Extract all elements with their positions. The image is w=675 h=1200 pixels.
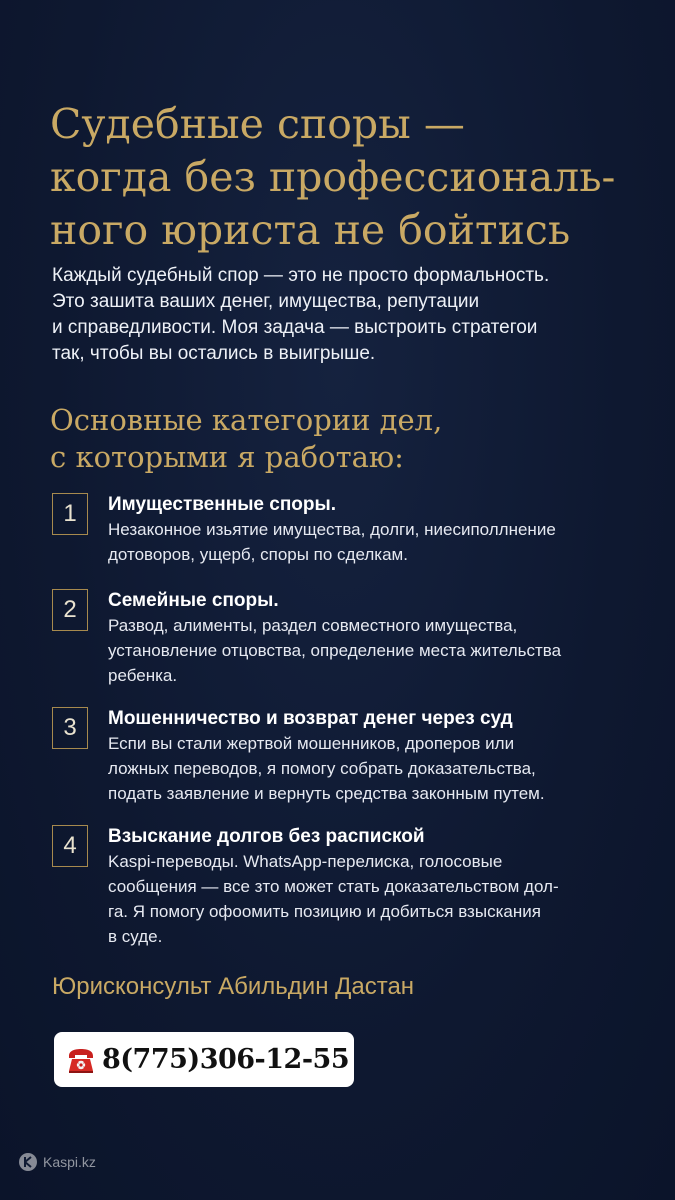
item-description-line: ребенка. <box>108 666 178 685</box>
intro-paragraph <box>52 263 652 367</box>
item-heading: Семейные споры. <box>108 590 279 611</box>
item-description-line: сообщения — все зто может стать доказательством дол- <box>108 877 559 896</box>
categories-heading-line-1: Основные категории дел, <box>50 403 443 437</box>
item-description-line: Еспи вы стали жертвой мошенников, дроперов или <box>108 734 515 753</box>
item-number-badge: 1 <box>52 493 88 535</box>
item-description-line: установление отцовства, определение места жительства <box>108 641 562 660</box>
item-description-line: подать заявление и вернуть средства законным путем. <box>108 784 545 803</box>
item-description <box>108 849 668 949</box>
categories-heading-line-2: с которыми я работаю: <box>50 440 404 474</box>
item-heading: Взыскание долгов без распиской <box>108 826 425 847</box>
kaspi-watermark <box>18 1152 96 1172</box>
title-line-1: Судебные споры — <box>50 100 465 148</box>
item-description <box>108 517 668 567</box>
item-body <box>108 825 668 949</box>
intro-line-4: так, чтобы вы остались в выигрыше. <box>52 343 376 364</box>
item-heading: Имущественные споры. <box>108 494 337 515</box>
item-number-badge: 3 <box>52 707 88 749</box>
item-body <box>108 493 668 567</box>
page-title <box>50 98 650 257</box>
item-description-line: дотоворов, ущерб, споры по сделкам. <box>108 545 408 564</box>
item-number-badge: 4 <box>52 825 88 867</box>
item-heading: Мошенничество и возврат денег через суд <box>108 708 513 729</box>
phone-number: 8(775)306-12-55 <box>102 1044 350 1075</box>
item-description-line: ложных переводов, я помогу собрать доказательства, <box>108 759 536 778</box>
telephone-icon <box>66 1045 96 1075</box>
intro-line-3: и справедливости. Моя задача — выстроить стратегои <box>52 317 538 338</box>
item-description-line: Kaspi-переводы. WhatsApp-перелиска, голосовые <box>108 852 503 871</box>
intro-line-2: Это зашита ваших денег, имущества, репутации <box>52 291 480 312</box>
item-description <box>108 613 668 688</box>
phone-button[interactable] <box>54 1032 354 1087</box>
kaspi-icon <box>18 1152 38 1172</box>
item-description-line: га. Я помогу офоомить позицию и добиться взыскания <box>108 902 541 921</box>
categories-heading <box>50 402 650 476</box>
item-body <box>108 707 668 806</box>
title-line-2: когда без профессиональ- <box>50 153 616 201</box>
intro-line-1: Каждый судебный спор — это не просто формальность. <box>52 265 550 286</box>
item-description-line: Незаконное изьятие имущества, долги, ниесиполлнение <box>108 520 556 539</box>
item-number-badge: 2 <box>52 589 88 631</box>
watermark-text: Kaspi.kz <box>43 1154 96 1170</box>
title-line-3: ного юриста не бойтись <box>50 206 571 254</box>
item-description-line: в суде. <box>108 927 163 946</box>
item-description-line: Развод, алименты, раздел совместного имущества, <box>108 616 518 635</box>
item-description <box>108 731 668 806</box>
lawyer-signature: Юрисконсульт Абильдин Дастан <box>52 973 415 1000</box>
item-body <box>108 589 668 688</box>
